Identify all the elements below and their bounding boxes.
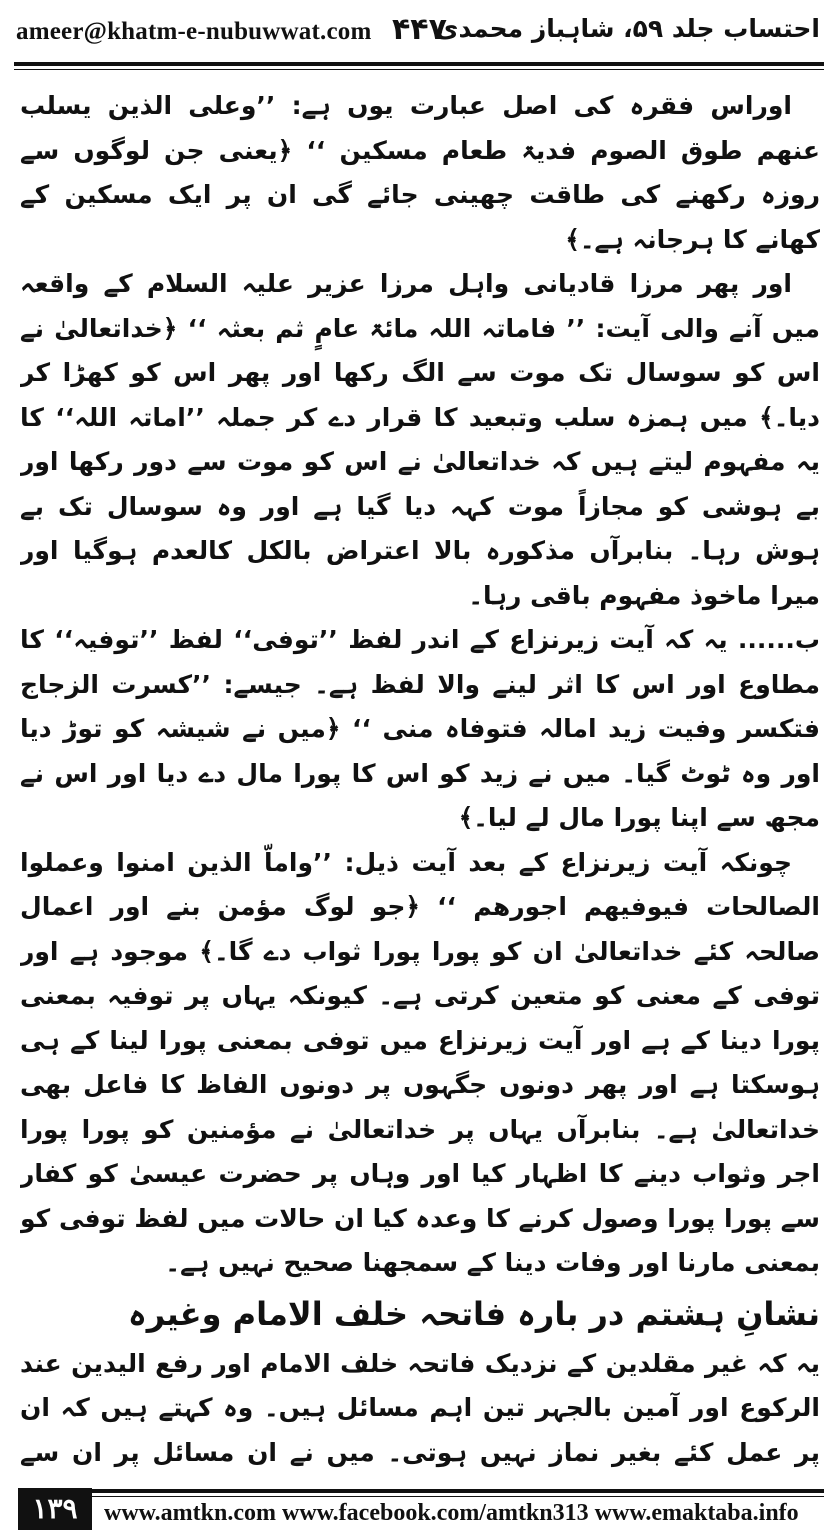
paragraph-3: ب...... یہ کہ آیت زیرنزاع کے اندر لفظ ’’توفی‘‘ لفظ ’’توفیہ‘‘ کا مطاوع اور اس کا اثر لینے والا لفظ ہے۔ جیسے: ’’کسرت الزجاج فتکسر وفیت زید امالہ فتوفاہ منی ‘‘ ﴿میں نے شیشہ کو توڑ دیا اور وہ ٹوٹ گیا۔ میں نے زید کو اس کا پورا مال دے دیا اور اس نے مجھ سے اپنا پورا مال لے لیا۔﴾ [20, 625, 820, 832]
header-page-number: ۴۴۷ [392, 12, 447, 47]
page-body [20, 84, 820, 1479]
header-rule-thin [14, 69, 824, 70]
footer-links: www.amtkn.com www.facebook.com/amtkn313 www.emaktaba.info [104, 1500, 799, 1526]
footer-rule-thin [92, 1496, 824, 1497]
header-email: ameer@khatm-e-nubuwwat.com [16, 18, 372, 45]
page-footer [0, 1486, 840, 1540]
footer-page-number: ۱۳۹ [18, 1488, 92, 1530]
header-title: احتساب جلد ۵۹، شاہباز محمدی [435, 14, 820, 43]
header-rule [14, 62, 824, 66]
paragraph-1: اوراس فقرہ کی اصل عبارت یوں ہے: ’’وعلی الذین یسلب عنھم طوق الصوم فدیۃ طعام مسکین ‘‘ ﴿یعنی جن لوگوں سے روزہ رکھنے کی طاقت چھینی جائے گی ان پر ایک مسکین کے کھانے کا ہرجانہ ہے۔﴾ [20, 91, 820, 254]
footer-rule [92, 1489, 824, 1493]
paragraph-5: یہ کہ غیر مقلدین کے نزدیک فاتحہ خلف الامام اور رفع الیدین عند الرکوع اور آمین بالجہر تین اہم مسائل ہیں۔ وہ کہتے ہیں کہ ان پر عمل کئے بغیر نماز نہیں ہوتی۔ میں نے ان مسائل پر ان سے [20, 1348, 820, 1467]
paragraph-4: چونکہ آیت زیرنزاع کے بعد آیت ذیل: ’’واماّ الذین امنوا وعملوا الصالحات فیوفیھم اجورھم ‘‘ ﴿جو لوگ مؤمن بنے اور اعمال صالحہ کئے خداتعالیٰ ان کو پورا پورا ثواب دے گا۔﴾ موجود ہے اور توفی کے معنی کو متعین کرتی ہے۔ کیونکہ یہاں پر توفیہ بمعنی پورا دینا کے ہے اور آیت زیرنزاع میں توفی بمعنی پورا لینا کے ہی ہوسکتا ہے اور پھر دونوں جگہوں پر دونوں الفاظ کا فاعل بھی خداتعالیٰ ہے۔ بنابرآں یہاں پر خداتعالیٰ نے مؤمنین کو پورا پورا اجر وثواب دینے کا اظہار کیا اور وہاں پر حضرت عیسیٰ کو کفار سے پورا پورا وصول کرنے کا وعدہ کیا ان حالات میں لفظ توفی کو بمعنی مارنا اور وفات دینا کے سمجھنا صحیح نہیں ہے۔ [20, 847, 820, 1277]
page-header [0, 0, 840, 66]
paragraph-2: اور پھر مرزا قادیانی واہل مرزا عزیر علیہ السلام کے واقعہ میں آنے والی آیت: ’’ فاماتہ اللہ مائۃ عامٍ ثم بعثہ ‘‘ ﴿خداتعالیٰ نے اس کو سوسال تک موت سے الگ رکھا اور پھر اس کو کھڑا کر دیا۔﴾ میں ہمزہ سلب وتبعید کا قرار دے کر جملہ ’’اماتہ اللہ‘‘ کا یہ مفہوم لیتے ہیں کہ خداتعالیٰ نے اس کو موت سے دور رکھا اور بے ہوشی کو مجازاً موت کہہ دیا گیا ہے اور وہ سوسال تک بے ہوش رہا۔ بنابرآں مذکورہ بالا اعتراض بالکل کالعدم ہوگیا اور میرا ماخوذ مفہوم باقی رہا۔ [20, 269, 820, 610]
section-heading: نشانِ ہشتم در بارہ فاتحہ خلف الامام وغیرہ [128, 1294, 820, 1333]
